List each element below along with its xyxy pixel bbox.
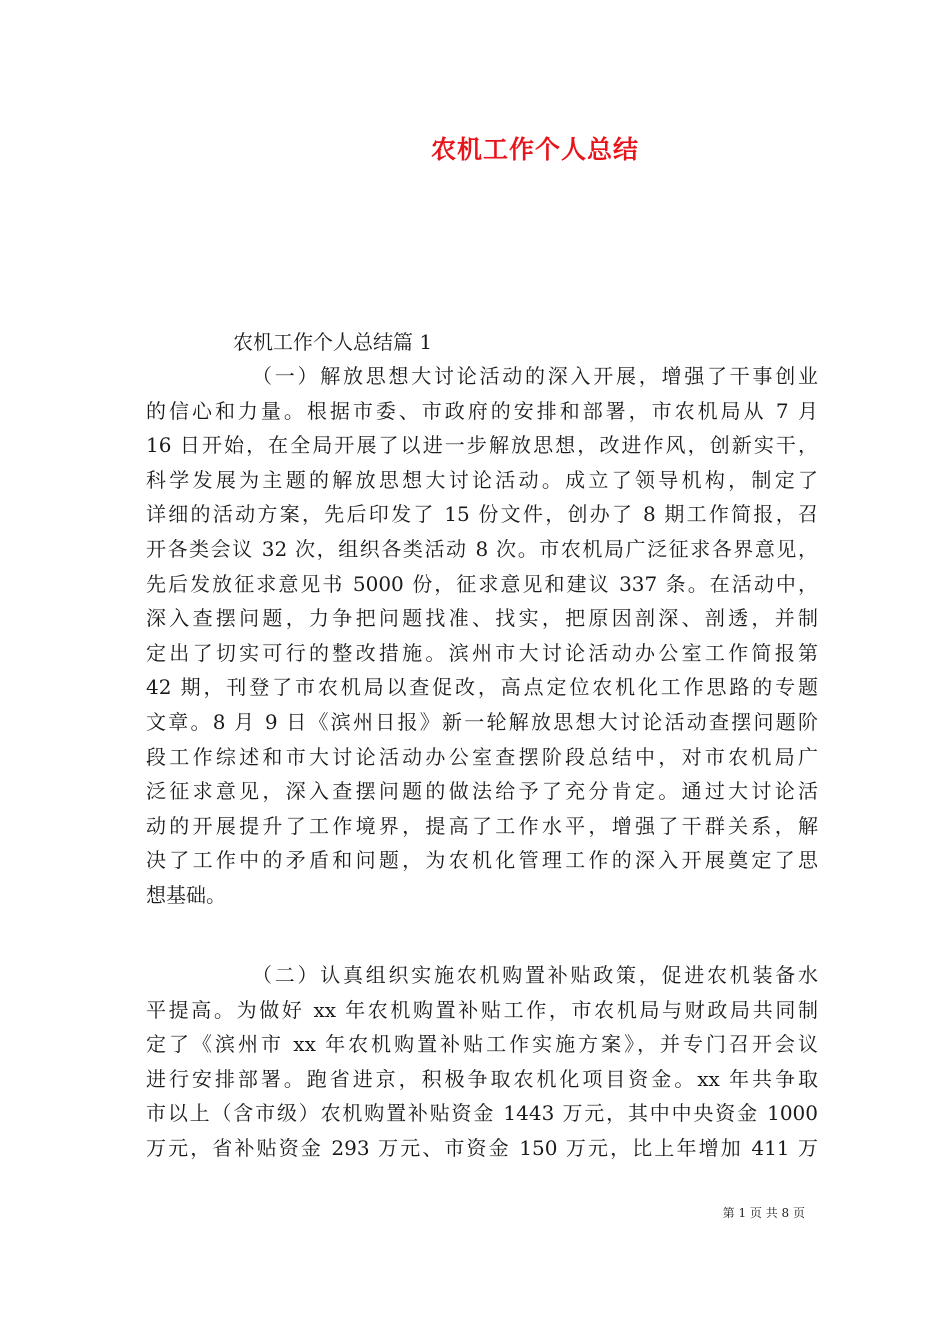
paragraph-line: （一）解放思想大讨论活动的深入开展，增强了干事创业 bbox=[252, 364, 818, 388]
paragraph-line: 万元，省补贴资金 293 万元、市资金 150 万元，比上年增加 411 万 bbox=[146, 1135, 818, 1160]
paragraph-line: 市以上（含市级）农机购置补贴资金 1443 万元，其中中央资金 1000 bbox=[146, 1101, 818, 1126]
paragraph-line: 定了《滨州市 xx 年农机购置补贴工作实施方案》，并专门召开会议 bbox=[146, 1032, 818, 1057]
paragraph-line: 详细的活动方案，先后印发了 15 份文件，创办了 8 期工作简报，召 bbox=[146, 502, 818, 527]
paragraph-line: 先后发放征求意见书 5000 份，征求意见和建议 337 条。在活动中， bbox=[146, 571, 818, 596]
paragraph-line: 定出了切实可行的整改措施。滨州市大讨论活动办公室工作简报第 bbox=[146, 640, 818, 665]
paragraph-line: 段工作综述和市大讨论活动办公室查摆阶段总结中，对市农机局广 bbox=[146, 744, 818, 769]
paragraph-line: 科学发展为主题的解放思想大讨论活动。成立了领导机构，制定了 bbox=[146, 467, 818, 492]
paragraph-2 bbox=[146, 958, 818, 1166]
paragraph-line: （二）认真组织实施农机购置补贴政策，促进农机装备水 bbox=[252, 963, 818, 987]
paragraph-1 bbox=[146, 359, 818, 913]
paragraph-line: 决了工作中的矛盾和问题，为农机化管理工作的深入开展奠定了思 bbox=[146, 848, 818, 873]
paragraph-line: 深入查摆问题，力争把问题找准、找实，把原因剖深、剖透，并制 bbox=[146, 606, 818, 631]
paragraph-line: 文章。8 月 9 日《滨州日报》新一轮解放思想大讨论活动查摆问题阶 bbox=[146, 709, 818, 734]
paragraph-line: 动的开展提升了工作境界，提高了工作水平，增强了干群关系，解 bbox=[146, 813, 818, 838]
paragraph-line: 进行安排部署。跑省进京，积极争取农机化项目资金。xx 年共争取 bbox=[146, 1066, 818, 1091]
paragraph-line: 16 日开始，在全局开展了以进一步解放思想，改进作风，创新实干， bbox=[146, 433, 818, 458]
document-title: 农机工作个人总结 bbox=[430, 135, 639, 164]
page-number: 第 1 页 共 8 页 bbox=[722, 1206, 805, 1220]
paragraph-line: 开各类会议 32 次，组织各类活动 8 次。市农机局广泛征求各界意见， bbox=[146, 536, 818, 561]
section-heading: 农机工作个人总结篇 1 bbox=[233, 330, 433, 354]
paragraph-line: 泛征求意见，深入查摆问题的做法给予了充分肯定。通过大讨论活 bbox=[146, 779, 818, 804]
paragraph-line: 42 期，刊登了市农机局以查促改，高点定位农机化工作思路的专题 bbox=[146, 675, 818, 700]
paragraph-line: 想基础。 bbox=[146, 882, 226, 907]
paragraph-line: 的信心和力量。根据市委、市政府的安排和部署，市农机局从 7 月 bbox=[146, 398, 818, 423]
paragraph-line: 平提高。为做好 xx 年农机购置补贴工作，市农机局与财政局共同制 bbox=[146, 997, 818, 1022]
